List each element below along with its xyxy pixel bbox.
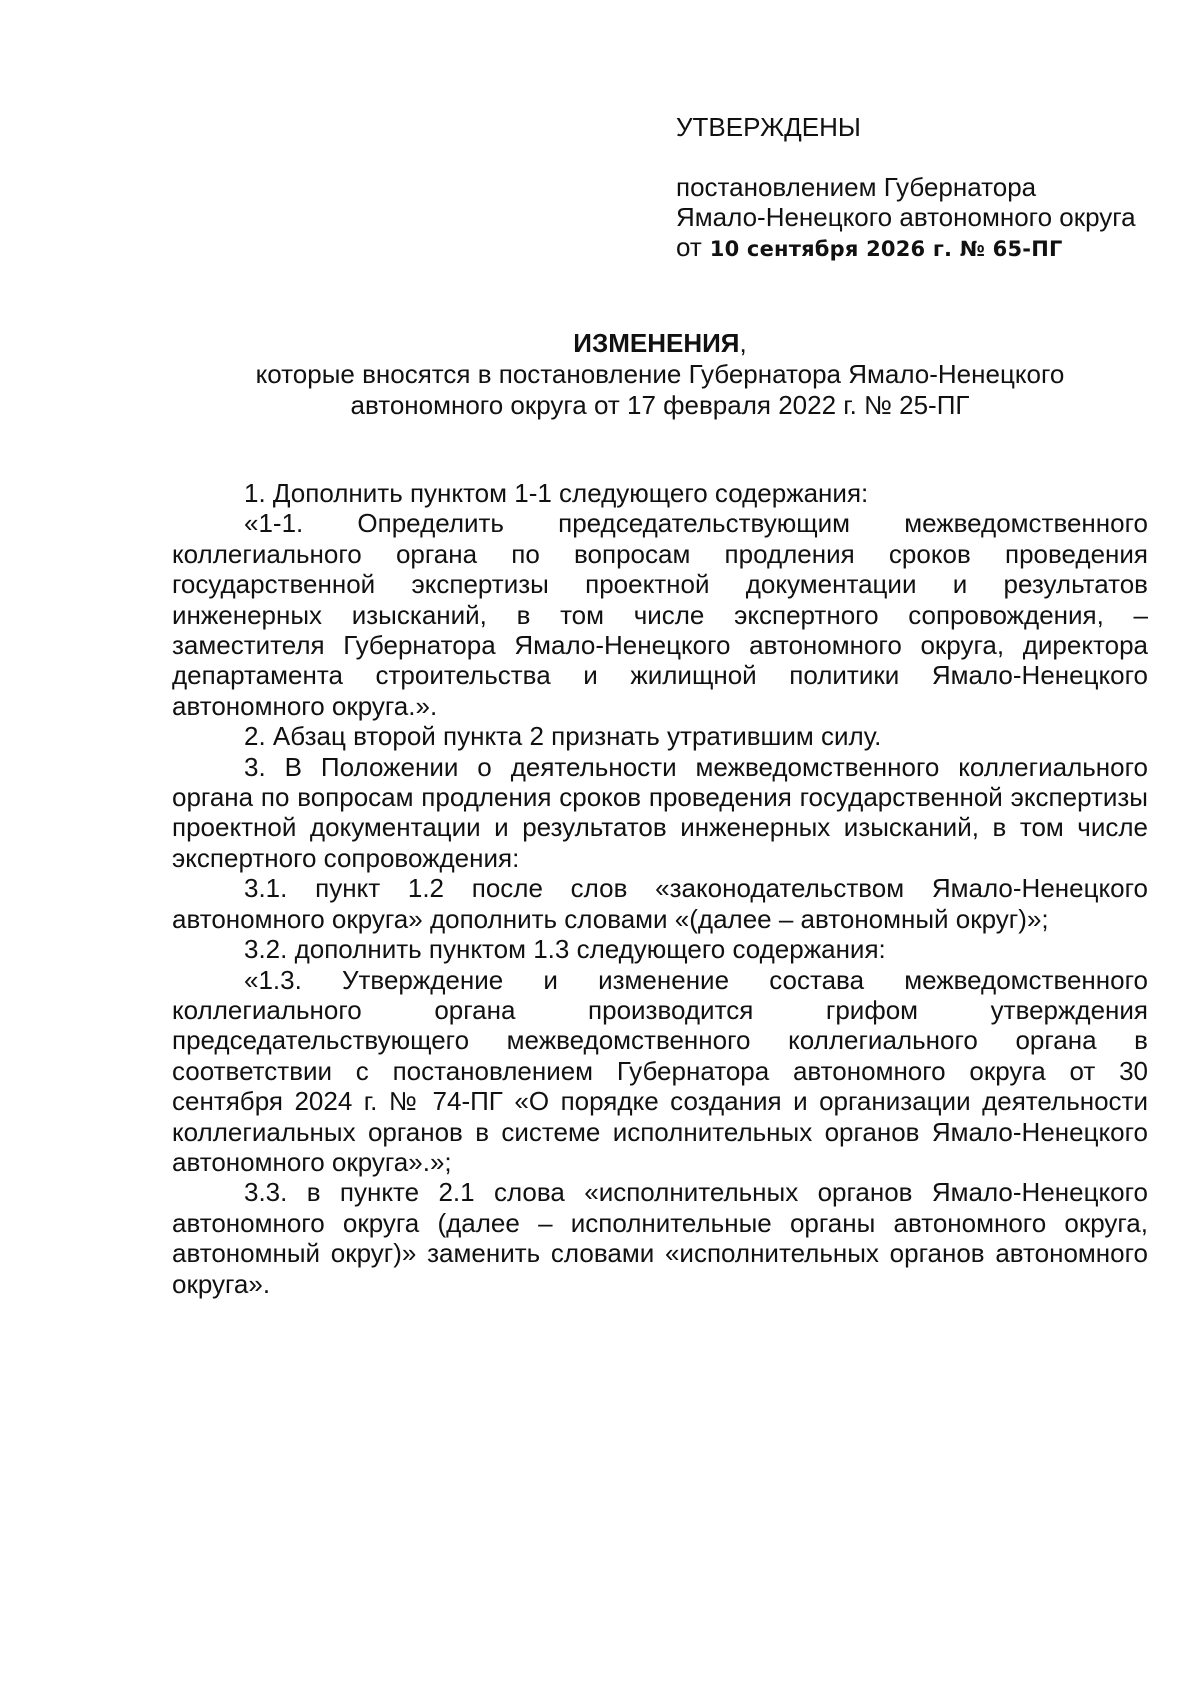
approval-block (676, 112, 1176, 264)
paragraph-3-2: 3.2. дополнить пунктом 1.3 следующего содержания: (244, 934, 886, 965)
document-title (170, 328, 1150, 421)
approval-line-1: постановлением Губернатора (676, 172, 1037, 202)
title-heading: ИЗМЕНЕНИЯ (573, 328, 740, 358)
document-body (172, 478, 1148, 1299)
date-prefix: от (676, 232, 702, 262)
paragraph-2: 2. Абзац второй пункта 2 признать утратившим силу. (244, 721, 882, 752)
approval-date-line (676, 232, 1176, 264)
paragraph-1-3-quote: «1.3. Утверждение и изменение состава межведомственного коллегиального органа производится грифом утверждения председательствующего межведомственного коллегиального органа в соответствии с постановлением Губернатора автономного округа от 30 сентября 2024 г. № 74-ПГ «О порядке создания и организации деятельности коллегиальных органов в системе исполнительных органов Ямало-Ненецкого автономного округа».»; (172, 964, 1148, 1177)
paragraph-3-1: 3.1. пункт 1.2 после слов «законодательством Ямало-Ненецкого автономного округа» дополнить словами «(далее – автономный округ)»; (172, 873, 1148, 934)
paragraph-3-3: 3.3. в пункте 2.1 слова «исполнительных органов Ямало-Ненецкого автономного округа (далее – исполнительные органы автономного округа, автономный округ)» заменить словами «исполнительных органов автономного округа». (172, 1177, 1148, 1299)
paragraph-1: 1. Дополнить пунктом 1-1 следующего содержания: (244, 478, 869, 508)
title-heading-line (170, 328, 1150, 359)
title-line-1: которые вносятся в постановление Губернатора Ямало-Ненецкого (255, 359, 1065, 389)
date-stamp: 10 сентября 2026 г. № 65-ПГ (709, 237, 1063, 261)
title-heading-suffix: , (739, 328, 747, 358)
approval-heading: УТВЕРЖДЕНЫ (676, 112, 861, 142)
approval-line-2: Ямало-Ненецкого автономного округа (676, 202, 1136, 232)
paragraph-1-1: «1-1. Определить председательствующим межведомственного коллегиального органа по вопросам продления сроков проведения государственной экспертизы проектной документации и результатов инженерных изысканий, в том числе экспертного сопровождения, – заместителя Губернатора Ямало-Ненецкого автономного округа, директора департамента строительства и жилищной политики Ямало-Ненецкого автономного округа.». (172, 508, 1148, 721)
paragraph-3: 3. В Положении о деятельности межведомственного коллегиального органа по вопросам продления сроков проведения государственной экспертизы проектной документации и результатов инженерных изысканий, в том числе экспертного сопровождения: (172, 751, 1148, 873)
title-line-2: автономного округа от 17 февраля 2022 г. № 25-ПГ (350, 390, 970, 420)
